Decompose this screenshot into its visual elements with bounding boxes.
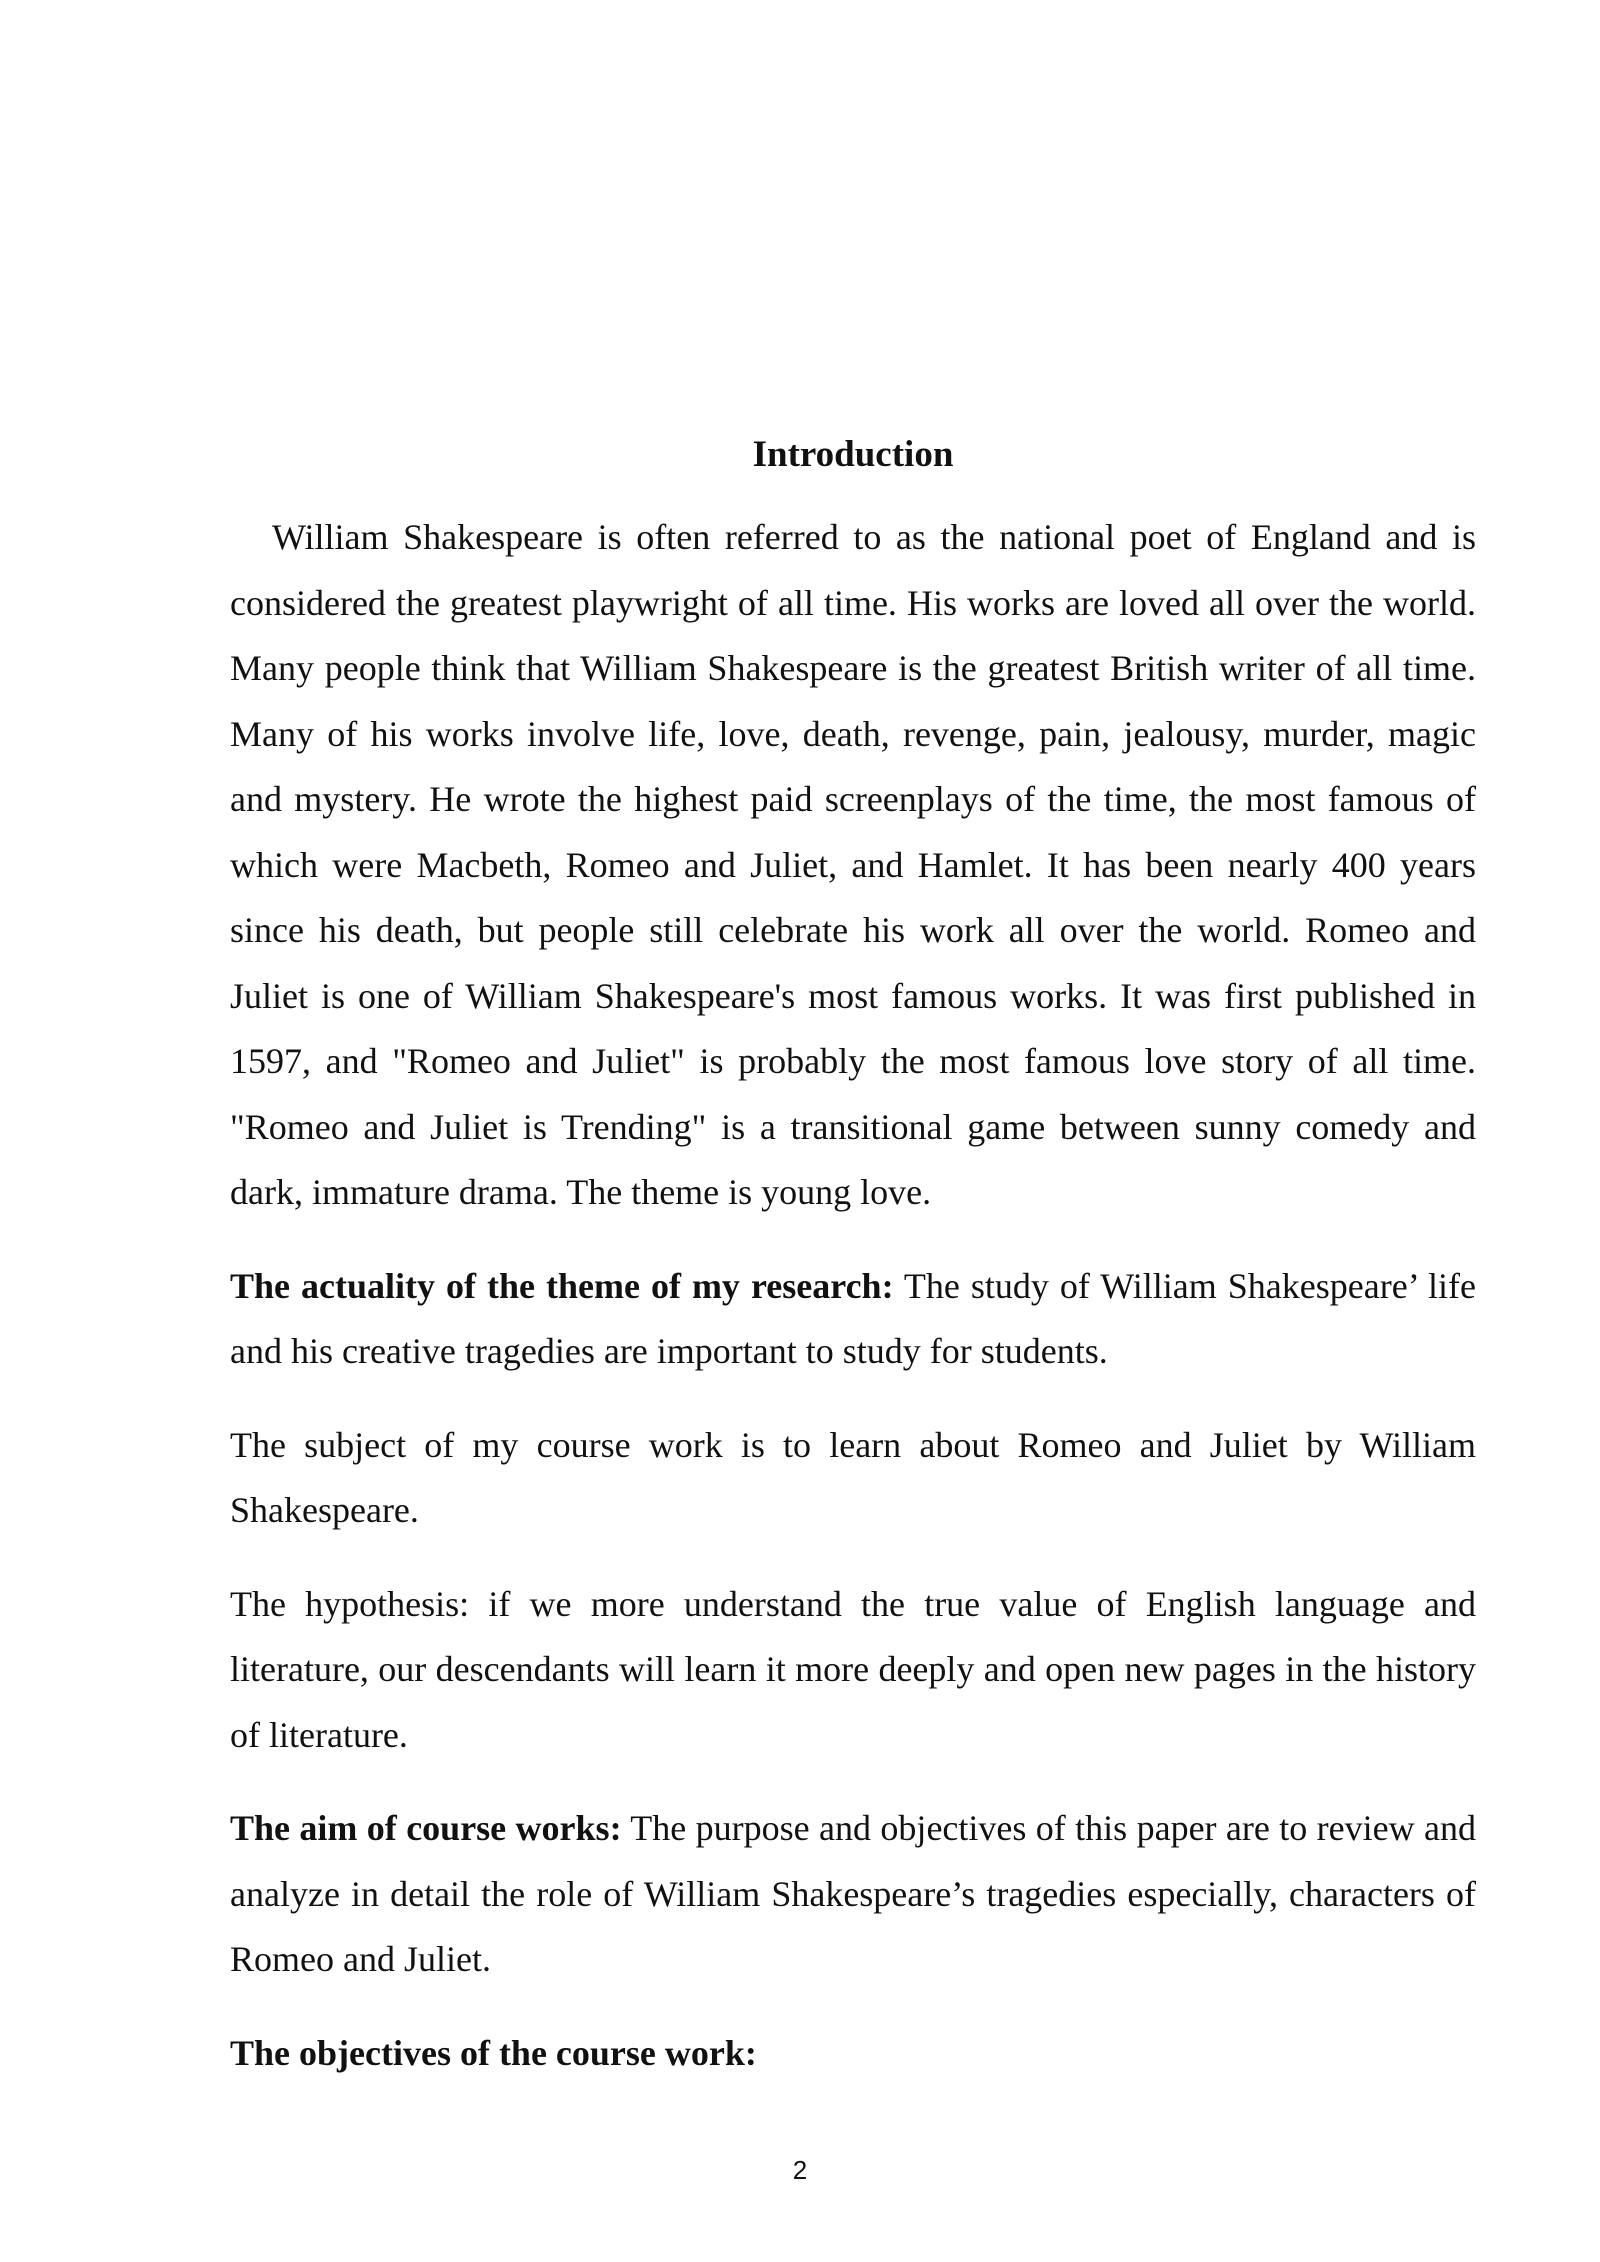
page-title: Introduction [752, 434, 954, 475]
actuality-label: The actuality of the theme of my research: [230, 1265, 894, 1306]
aim-paragraph [230, 1796, 1476, 1993]
intro-paragraph: William Shakespeare is often referred to as the national poet of England and is considered the greatest playwright of all time. His works are loved all over the world. Many people think that William Shakespeare is the greatest British writer of all time. Many of his works involve life, love, death, revenge, pain, jealousy, murder, magic and mystery. He wrote the highest paid screenplays of the time, the most famous of which were Macbeth, Romeo and Juliet, and Hamlet. It has been nearly 400 years since his death, but people still celebrate his work all over the world. Romeo and Juliet is one of William Shakespeare's most famous works. It was first published in 1597, and "Romeo and Juliet" is probably the most famous love story of all time. "Romeo and Juliet is Trending" is a transitional game between sunny comedy and dark, immature drama. The theme is young love. [230, 517, 1476, 1212]
objectives-heading: The objectives of the course work: [230, 2032, 757, 2073]
hypothesis-paragraph: The hypothesis: if we more understand the true value of English language and literature, our descendants will learn it more deeply and open new pages in the history of literature. [230, 1583, 1476, 1755]
aim-label: The aim of course works: [230, 1808, 622, 1848]
actuality-text: The study of William Shakespeare’ life and his creative tragedies are important to study for students. [230, 1265, 1476, 1371]
page-content [230, 425, 1476, 2114]
subject-paragraph: The subject of my course work is to learn about Romeo and Juliet by William Shakespeare. [230, 1424, 1476, 1530]
page-number: 2 [792, 2155, 808, 2185]
aim-text: The purpose and objectives of this paper are to review and analyze in detail the role of William Shakespeare’s tragedies especially, characters of Romeo and Juliet. [230, 1808, 1477, 1979]
actuality-paragraph [230, 1254, 1476, 1385]
